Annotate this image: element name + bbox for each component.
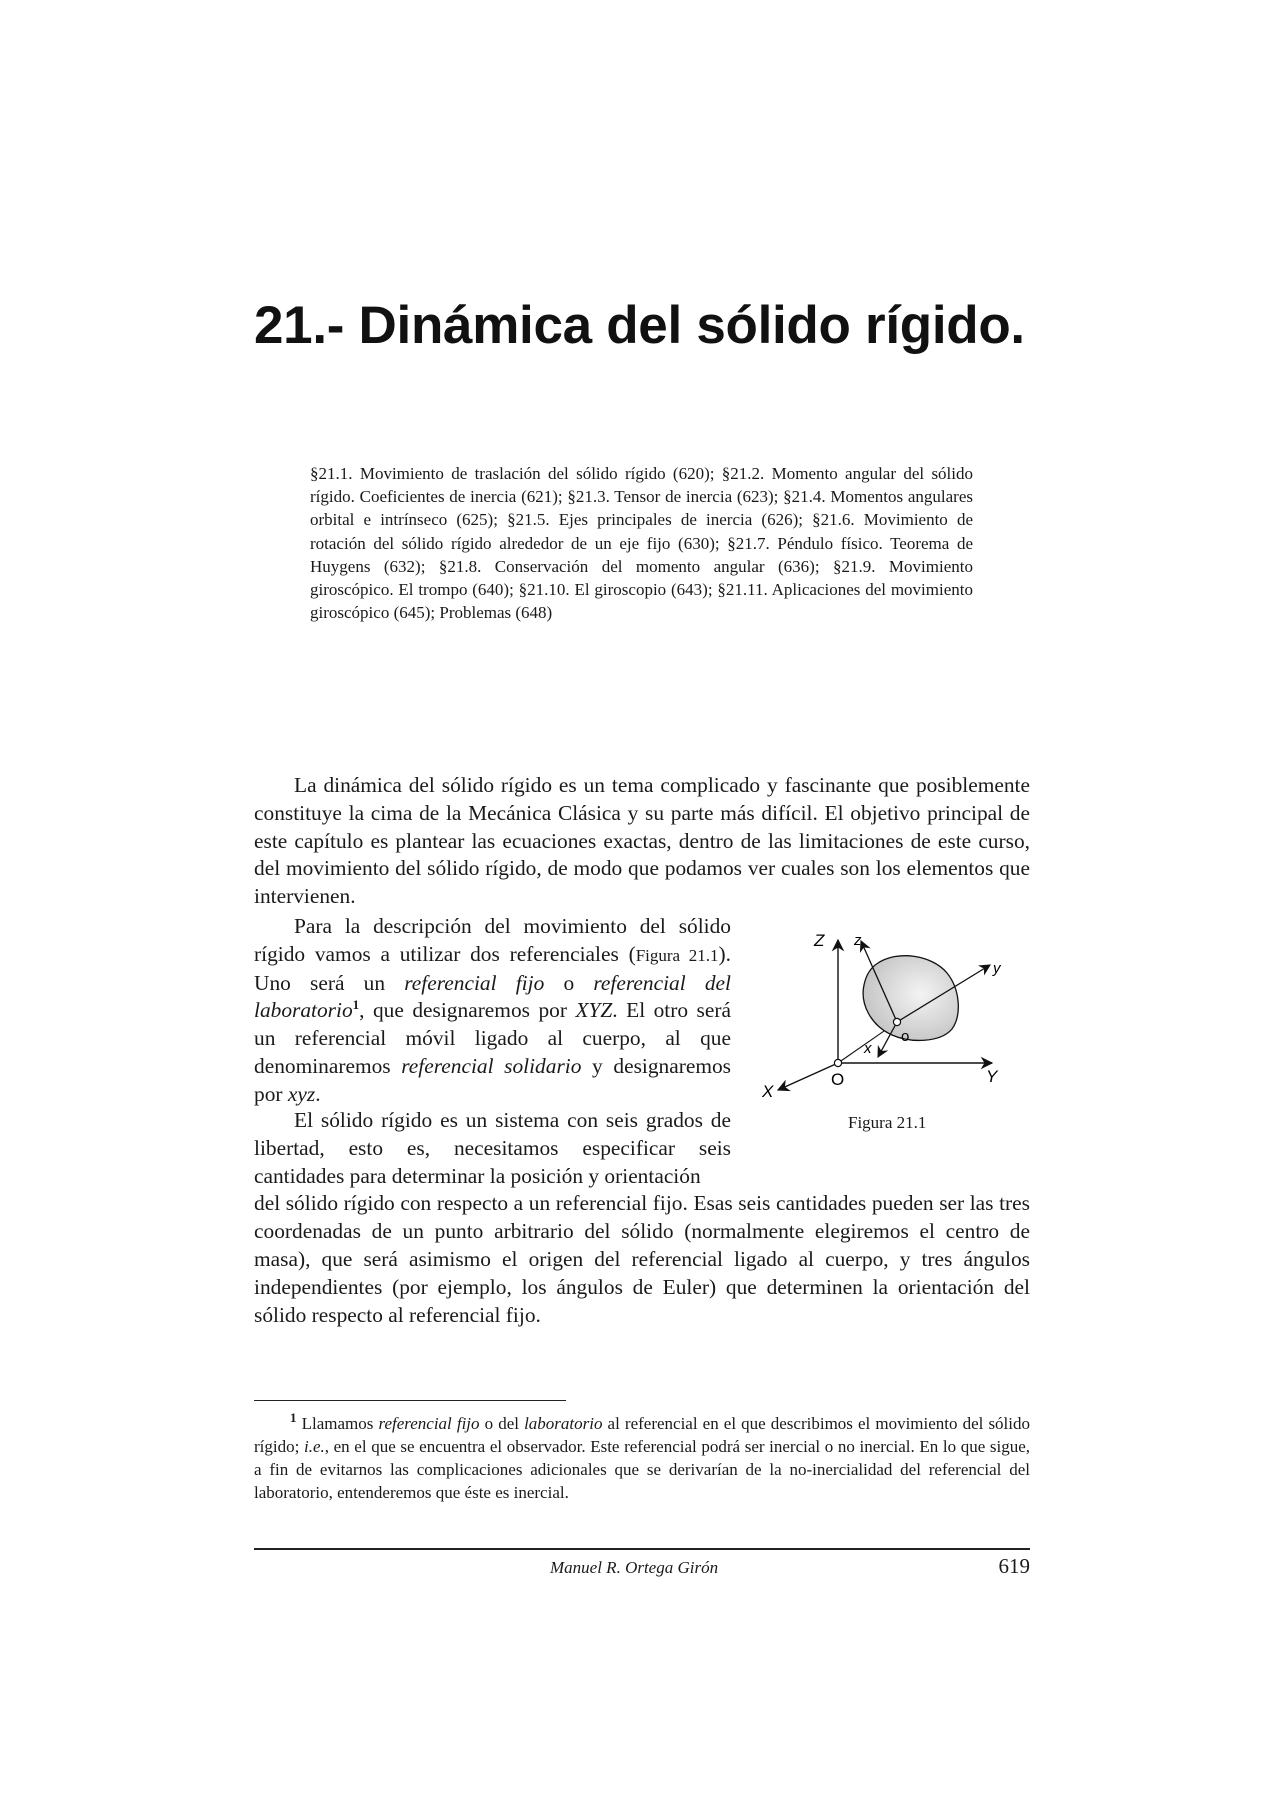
label-Z: Z	[814, 931, 825, 950]
label-X: X	[762, 1082, 774, 1101]
footer-author: Manuel R. Ortega Girón	[550, 1558, 719, 1577]
term-referencial-laboratorio: referencial del laboratorio	[254, 970, 731, 1023]
footnote	[254, 1412, 1030, 1504]
reference-frames-diagram	[760, 925, 1015, 1125]
paragraph-intro	[254, 772, 1030, 911]
chapter-summary: §21.1. Movimiento de traslación del sólido rígido (620); §21.2. Momento angular del sólido rígido. Coeficientes de inercia (621); §21.3. Tensor de inercia (623); §21.4. Momentos angulares orbital e intrínseco (625); §21.5. Ejes principales de inercia (626); §21.6. Movimiento de rotación del sólido rígido alrededor de un eje fijo (630); §21.7. Péndulo físico. Teorema de Huygens (632); §21.8. Conservación del momento angular (636); §21.9. Movimiento giroscópico. El trompo (640); §21.10. El giroscopio (643); §21.11. Aplicaciones del movimiento giroscópico (645); Problemas (648)	[310, 464, 973, 623]
footnote-number: 1	[290, 1410, 297, 1426]
p2-text-2: ). Uno será un	[254, 941, 731, 995]
term-referencial-fijo: referencial fijo	[404, 970, 545, 995]
origin-o	[893, 1018, 900, 1025]
paragraph-grados-libertad	[254, 1107, 1030, 1329]
rigid-body-shape	[863, 956, 958, 1041]
label-x: x	[864, 1040, 872, 1057]
figure-21-1	[760, 925, 1015, 1140]
footer-divider	[254, 1548, 1030, 1550]
fn-text-3: al referencial en el que describimos el movimiento del sólido rígido;	[254, 1414, 1031, 1456]
fn-text-2: o del	[479, 1414, 525, 1433]
label-z: z	[854, 932, 862, 949]
p2-text-1: Para la descripción del movimiento del sólido rígido vamos a utilizar dos referenciales (	[254, 914, 731, 966]
label-O: O	[831, 1070, 845, 1089]
paragraph-referenciales	[254, 913, 731, 1109]
fn-term-referencial-fijo: referencial fijo	[378, 1414, 480, 1433]
axis-X	[778, 1063, 838, 1090]
p3-text-2: del sólido rígido con respecto a un referencial fijo. Esas seis cantidades pueden ser las tres coordenadas de un punto arbitrario del sólido (normalmente elegiremos el centro de masa), que será asimismo el origen del referencial ligado al cuerpo, y tres ángulos independientes (por ejemplo, los ángulos de Euler) que determinen la orientación del sólido respecto al referencial fijo.	[254, 1191, 1030, 1327]
label-y: y	[993, 960, 1001, 977]
term-xyz-solidario: xyz	[287, 1081, 316, 1106]
p2-text-4: , que designaremos por	[359, 998, 576, 1023]
fn-term-laboratorio: laboratorio	[524, 1414, 603, 1433]
figure-reference[interactable]: Figura 21.1	[635, 945, 719, 965]
footnote-divider	[254, 1400, 566, 1401]
fn-term-ie: i.e.	[303, 1437, 325, 1456]
figure-caption: Figura 21.1	[848, 1113, 927, 1132]
p3-text-1: El sólido rígido es un sistema con seis grados de libertad, esto es, necesitamos especificar seis cantidades para determinar la posición y orientación	[254, 1108, 731, 1188]
term-referencial-solidario: referencial solidario	[401, 1053, 582, 1078]
fn-text-4: , en el que se encuentra el observador. Este referencial podrá ser inercial o no inercial. En lo que sigue, a fin de evitarnos las complicaciones adicionales que se derivarían de la no-inercialidad del referencial del laboratorio, entenderemos que éste es inercial.	[254, 1437, 1030, 1502]
p2-text-6: y designaremos por	[254, 1053, 731, 1106]
footnote-marker[interactable]: 1	[352, 997, 360, 1013]
label-o: o	[901, 1028, 910, 1045]
paragraph-intro-text: La dinámica del sólido rígido es un tema complicado y fascinante que posiblemente constituye la cima de la Mecánica Clásica y su parte más difícil. El objetivo principal de este capítulo es plantear las ecuaciones exactas, dentro de las limitaciones de este curso, del movimiento del sólido rígido, de modo que podamos ver cuales son los elementos que intervienen.	[254, 773, 1030, 909]
p2-text-5: . El otro será un referencial móvil ligado al cuerpo, al que denominaremos	[254, 998, 731, 1078]
page-number: 619	[998, 1554, 1030, 1578]
label-Y: Y	[986, 1067, 998, 1086]
chapter-title: 21.- Dinámica del sólido rígido.	[254, 296, 1025, 355]
fn-text-1: Llamamos	[301, 1414, 379, 1433]
origin-O	[834, 1059, 841, 1066]
term-xyz-fijo: XYZ	[575, 998, 613, 1023]
p2-text-3: o	[544, 970, 594, 995]
p2-text-7: .	[315, 1081, 321, 1106]
